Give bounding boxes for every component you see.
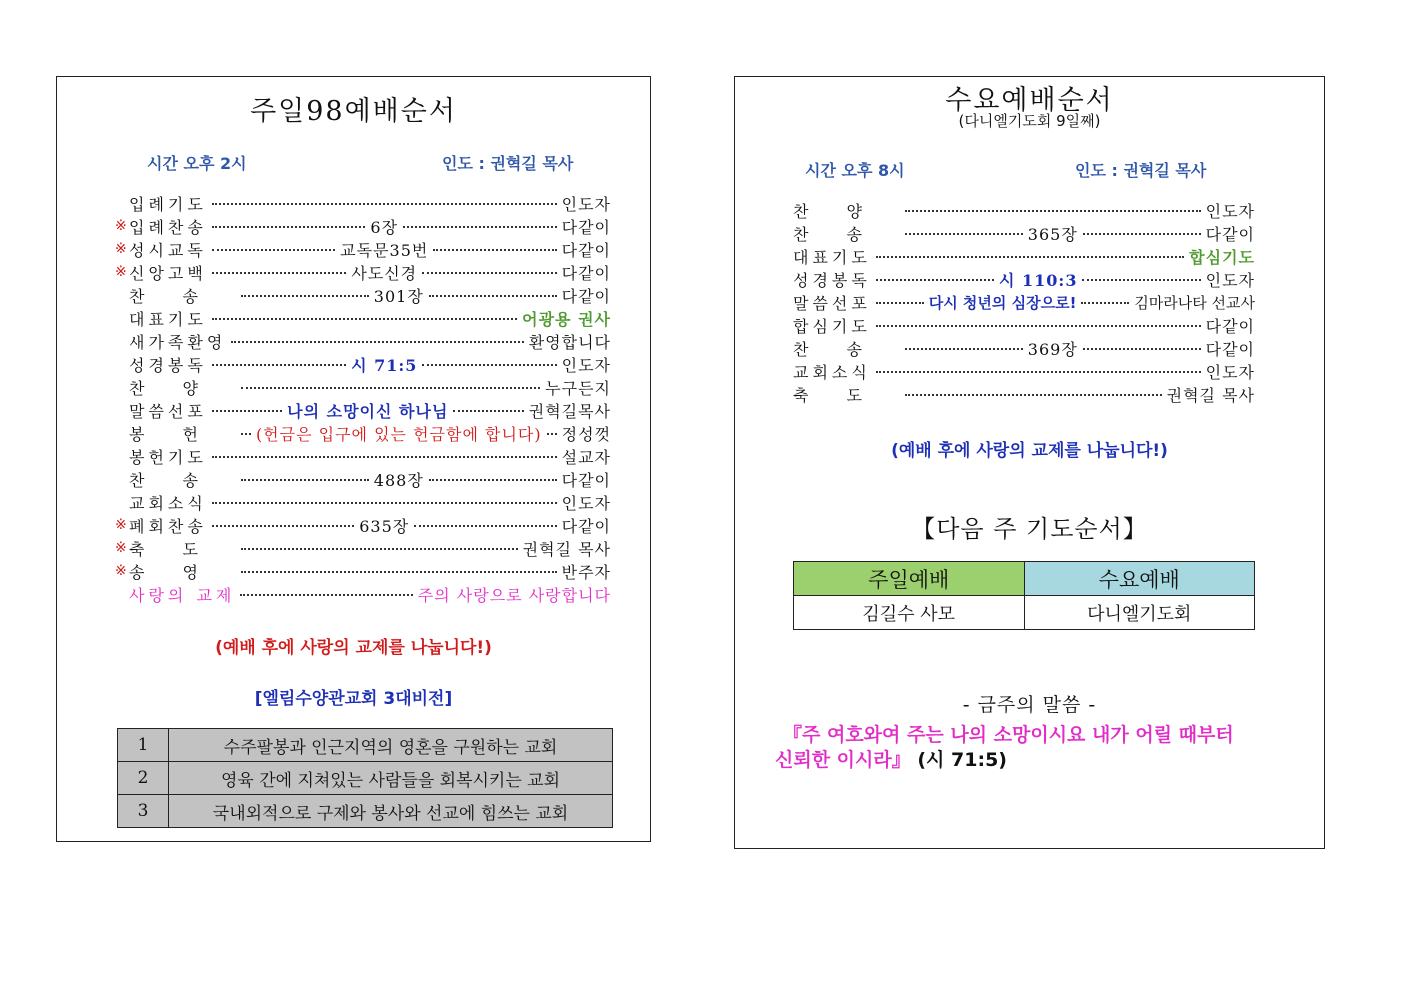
order-item-name: 찬송 xyxy=(129,286,236,306)
order-item-name: 말씀선포 xyxy=(129,401,207,421)
order-item-person: 다같이 xyxy=(561,286,612,306)
vision-table xyxy=(117,728,613,828)
required-stand-mark: ※ xyxy=(115,540,127,556)
order-item-person: 인도자 xyxy=(561,194,611,214)
dot-leader xyxy=(422,364,556,366)
order-item-detail: 365장 xyxy=(1027,224,1078,244)
order-item-name: 찬양 xyxy=(793,201,900,221)
dot-leader xyxy=(241,295,369,297)
order-item-person: 다같이 xyxy=(1205,316,1255,336)
order-item-detail: 교독문35번 xyxy=(340,240,429,260)
dot-leader xyxy=(429,295,557,297)
required-stand-mark: ※ xyxy=(115,264,127,280)
order-item-detail: 사도신경 xyxy=(351,263,418,283)
dot-leader xyxy=(547,433,557,435)
dot-leader xyxy=(453,410,523,412)
order-item-name: 대표기도 xyxy=(129,309,207,329)
order-item-detail: 다시 청년의 심장으로! xyxy=(928,293,1077,312)
dot-leader xyxy=(212,364,346,366)
dot-leader xyxy=(876,325,1201,327)
sunday-order-row xyxy=(115,560,611,582)
vision-row xyxy=(118,762,613,795)
dot-leader xyxy=(1083,348,1201,350)
order-item-detail: 635장 xyxy=(359,516,410,536)
sunday-fellowship-note: (예배 후에 사랑의 교제를 나눕니다!) xyxy=(215,638,492,658)
dot-leader xyxy=(433,249,556,251)
dot-leader xyxy=(241,571,557,573)
sunday-order-row xyxy=(115,514,611,536)
wednesday-order-row xyxy=(793,291,1255,313)
required-stand-mark: ※ xyxy=(115,517,127,533)
dot-leader xyxy=(905,210,1201,212)
order-item-person: 다같이 xyxy=(1205,339,1256,359)
verse-reference: (시 71:5) xyxy=(917,749,1007,771)
order-item-name: 교회소식 xyxy=(129,493,207,513)
required-stand-mark: ※ xyxy=(115,241,127,257)
dot-leader xyxy=(422,272,556,274)
order-item-person: 다같이 xyxy=(561,516,612,536)
sunday-order-row xyxy=(115,422,611,444)
order-item-person: 설교자 xyxy=(561,447,611,467)
dot-leader xyxy=(212,410,282,412)
dot-leader xyxy=(212,272,346,274)
sunday-order-row xyxy=(115,330,611,352)
dot-leader xyxy=(212,456,557,458)
order-item-person: 다같이 xyxy=(561,217,611,237)
order-item-person: 권혁길 목사 xyxy=(522,539,611,559)
vision-text: 영육 간에 지쳐있는 사람들을 회복시키는 교회 xyxy=(169,762,613,795)
order-item-person: 인도자 xyxy=(561,355,612,375)
prayer-order-title: 【다음 주 기도순서】 xyxy=(911,515,1148,543)
wednesday-order-row xyxy=(793,245,1255,267)
wednesday-order-row xyxy=(793,222,1255,244)
order-item-person: 어광용 권사 xyxy=(522,309,611,329)
order-item-name: 찬송 xyxy=(129,470,236,490)
dot-leader xyxy=(414,525,556,527)
order-item-person: 다같이 xyxy=(1205,224,1256,244)
dot-leader xyxy=(1083,233,1201,235)
order-item-detail: (헌금은 입구에 있는 헌금함에 합니다) xyxy=(255,424,542,444)
dot-leader xyxy=(876,256,1184,258)
sunday-order-row xyxy=(115,261,611,283)
order-item-detail: 301장 xyxy=(373,286,424,306)
prayer-value-wednesday: 다니엘기도회 xyxy=(1024,596,1255,630)
dot-leader xyxy=(429,479,557,481)
order-item-detail: 시 71:5 xyxy=(351,355,418,375)
vision-number: 1 xyxy=(118,729,169,762)
dot-leader xyxy=(241,479,369,481)
order-item-person: 다같이 xyxy=(561,263,611,283)
order-item-name: 대표기도 xyxy=(793,247,871,267)
dot-leader xyxy=(241,433,251,435)
vision-number: 2 xyxy=(118,762,169,795)
order-item-person: 인도자 xyxy=(1205,201,1255,221)
order-item-name: 합심기도 xyxy=(793,316,871,336)
dot-leader xyxy=(240,594,412,596)
sunday-leader: 인도 : 권혁길 목사 xyxy=(442,154,574,173)
order-item-person: 누구든지 xyxy=(545,378,611,398)
dot-leader xyxy=(212,226,366,228)
prayer-value-sunday: 김길수 사모 xyxy=(794,596,1025,630)
dot-leader xyxy=(212,502,557,504)
order-item-detail: 488장 xyxy=(373,470,424,490)
wednesday-order-row xyxy=(793,337,1255,359)
sunday-order-row xyxy=(115,284,611,306)
order-item-person: 인도자 xyxy=(561,493,611,513)
vision-text: 국내외적으로 구제와 봉사와 선교에 힘쓰는 교회 xyxy=(169,795,613,828)
verse-heading: - 금주의 말씀 - xyxy=(962,694,1097,716)
order-item-person: 권혁길목사 xyxy=(528,401,612,421)
order-item-name: 봉헌기도 xyxy=(129,447,207,467)
order-item-name: 성경봉독 xyxy=(793,270,871,290)
order-item-name: 폐회찬송 xyxy=(129,516,207,536)
sunday-order-row xyxy=(115,537,611,559)
vision-text: 수주팔봉과 인근지역의 영혼을 구원하는 교회 xyxy=(169,729,613,762)
wednesday-subtitle: (다니엘기도회 9일째) xyxy=(958,112,1101,130)
sunday-order-row xyxy=(115,192,611,214)
dot-leader xyxy=(241,387,540,389)
wednesday-leader: 인도 : 권혁길 목사 xyxy=(1075,161,1207,180)
order-item-name: 성시교독 xyxy=(129,240,207,260)
order-item-name: 교회소식 xyxy=(793,362,871,382)
vision-number: 3 xyxy=(118,795,169,828)
order-item-name: 새가족환영 xyxy=(129,332,227,352)
dot-leader xyxy=(905,233,1023,235)
order-item-detail: 나의 소망이신 하나님 xyxy=(287,401,449,421)
verse-line-1: 『주 여호와여 주는 나의 소망이시요 내가 어릴 때부터 xyxy=(783,724,1234,746)
sunday-order-row xyxy=(115,376,611,398)
wednesday-order-row xyxy=(793,268,1255,290)
order-item-person: 인도자 xyxy=(1205,362,1255,382)
wednesday-time: 시간 오후 8시 xyxy=(805,161,905,180)
wednesday-program-panel xyxy=(734,76,1325,849)
order-item-detail: 시 110:3 xyxy=(999,270,1078,290)
prayer-header-wednesday: 수요예배 xyxy=(1024,562,1255,596)
order-item-person: 반주자 xyxy=(561,562,611,582)
order-item-name: 봉헌 xyxy=(129,424,236,444)
order-item-detail: 369장 xyxy=(1027,339,1078,359)
sunday-order-row xyxy=(115,445,611,467)
dot-leader xyxy=(905,394,1162,396)
order-item-person: 김마라나타 선교사 xyxy=(1134,293,1256,312)
sunday-program-panel xyxy=(56,76,651,842)
order-item-name: 찬양 xyxy=(129,378,236,398)
sunday-time: 시간 오후 2시 xyxy=(147,154,247,173)
sunday-order-row xyxy=(115,307,611,329)
order-item-name: 신앙고백 xyxy=(129,263,207,283)
dot-leader xyxy=(876,279,994,281)
dot-leader xyxy=(876,371,1201,373)
dot-leader xyxy=(905,348,1023,350)
order-item-name: 찬송 xyxy=(793,224,900,244)
wednesday-order-row xyxy=(793,199,1255,221)
order-item-detail: 6장 xyxy=(370,217,399,237)
wednesday-title: 수요예배순서 xyxy=(945,85,1114,116)
vision-row xyxy=(118,795,613,828)
dot-leader xyxy=(876,302,924,304)
dot-leader xyxy=(212,318,517,320)
order-item-name: 말씀선포 xyxy=(793,293,871,313)
wednesday-order-row xyxy=(793,360,1255,382)
sunday-order-row xyxy=(115,353,611,375)
dot-leader xyxy=(212,203,557,205)
order-item-person: 다같이 xyxy=(561,240,612,260)
wednesday-order-row xyxy=(793,383,1255,405)
dot-leader xyxy=(1081,302,1129,304)
dot-leader xyxy=(212,525,354,527)
order-item-name: 입례기도 xyxy=(129,194,207,214)
sunday-order-row xyxy=(115,491,611,513)
order-item-name: 송영 xyxy=(129,562,236,582)
order-item-name: 성경봉독 xyxy=(129,355,207,375)
sunday-title: 주일98예배순서 xyxy=(250,96,457,127)
sunday-order-row xyxy=(115,399,611,421)
order-item-person: 권혁길 목사 xyxy=(1166,385,1255,405)
dot-leader xyxy=(1082,279,1200,281)
required-stand-mark: ※ xyxy=(115,563,127,579)
order-item-name: 입례찬송 xyxy=(129,217,207,237)
order-item-person: 합심기도 xyxy=(1189,247,1255,267)
wednesday-fellowship-note: (예배 후에 사랑의 교제를 나눕니다!) xyxy=(891,441,1168,461)
order-item-person: 환영합니다 xyxy=(528,332,611,352)
dot-leader xyxy=(231,341,523,343)
sunday-order-row xyxy=(115,238,611,260)
order-item-person: 정성껏 xyxy=(561,424,611,444)
order-item-name: 축도 xyxy=(129,539,236,559)
dot-leader xyxy=(241,548,518,550)
order-item-person: 주의 사랑으로 사랑합니다 xyxy=(417,585,611,605)
prayer-order-table xyxy=(793,561,1255,630)
vision-title: [엘림수양관교회 3대비전] xyxy=(254,689,453,709)
order-item-name: 찬송 xyxy=(793,339,900,359)
order-item-name: 사랑의 교제 xyxy=(129,585,236,605)
sunday-order-row xyxy=(115,468,611,490)
order-item-person: 인도자 xyxy=(1205,270,1256,290)
order-item-person: 다같이 xyxy=(561,470,612,490)
prayer-header-sunday: 주일예배 xyxy=(794,562,1025,596)
wednesday-order-row xyxy=(793,314,1255,336)
dot-leader xyxy=(403,226,557,228)
sunday-order-row xyxy=(115,583,611,605)
verse-line-2: 신뢰한 이시라』 xyxy=(775,749,911,771)
vision-row xyxy=(118,729,613,762)
verse-line-2-wrap xyxy=(775,745,1007,772)
required-stand-mark: ※ xyxy=(115,218,127,234)
sunday-order-row xyxy=(115,215,611,237)
order-item-name: 축도 xyxy=(793,385,900,405)
dot-leader xyxy=(212,249,335,251)
